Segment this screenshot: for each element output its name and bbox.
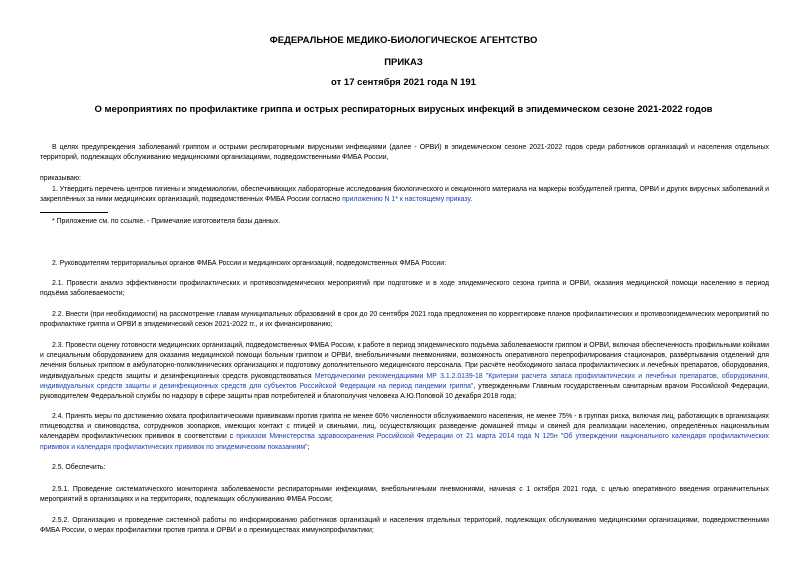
doc-title: О мероприятиях по профилактике гриппа и острых респираторных вирусных инфекций в эпидемическом сезоне 2021-2022 годов bbox=[94, 104, 713, 115]
item-2-4-text: 2.4. Принять меры по достижению охвата профилактическими прививками против гриппа не менее 60% численности обслуживаемого населения, не менее 75% - в группах риска, включая лиц, работающих в организациях птицеводства и свиноводства, сотрудников зоопарков, имеющих контакт с птицей и свиньями, лиц, осуществляющих разведение домашней птицы и свиней для реализации населению, определённых национальным календарём профилактических прививок в соответствии с bbox=[40, 413, 769, 441]
item-2-1-paragraph: 2.1. Провести анализ эффективности профилактических и противоэпидемических мероприятий при подготовке и в ходе эпидемического сезона гриппа и ОРВИ, оказания медицинской помощи населению в период подъёма заболеваемости; bbox=[40, 280, 769, 298]
item-1-end: . bbox=[470, 196, 473, 204]
health-ministry-order-link[interactable]: приказом Министерства здравоохранения Российской Федерации от 21 марта 2014 года N 125н "Об утверждении национального календаря профилактических прививок и календаря профилактических прививок по эпидемическим показаниям" bbox=[40, 433, 769, 451]
doc-type: ПРИКАЗ bbox=[384, 57, 423, 68]
item-2-5-1-paragraph: 2.5.1. Проведение систематического мониторинга заболеваемости респираторными инфекциями, внебольничными пневмониями, начиная с 1 октября 2021 года, с целью оперативного введения ограничительных мероприятий в организациях и на территориях, подлежащих обслуживанию ФМБА России; bbox=[40, 486, 769, 504]
methodical-recommendations-link[interactable]: Методическими рекомендациями МР 3.1.2.0139-18 "Критерии расчета запаса профилактических и лечебных препаратов, оборудования, индивидуальных средств защиты и дезинфекционных средств для субъектов Российской Федерации на период пандемии гриппа" bbox=[40, 372, 769, 390]
item-2-4-end: ; bbox=[307, 443, 310, 451]
doc-date-number: от 17 сентября 2021 года N 191 bbox=[331, 77, 476, 88]
item-2-paragraph: 2. Руководителям территориальных органов ФМБА России и медицинских организаций, подведомственных ФМБА России: bbox=[52, 260, 446, 267]
item-2-5-paragraph: 2.5. Обеспечить: bbox=[52, 464, 106, 471]
item-2-3-text: 2.3. Провести оценку готовности медицинских организаций, подведомственных ФМБА России, к работе в период эпидемического подъёма заболеваемости гриппом и ОРВИ, включая обеспеченность профильными койками и специальным оборудованием для оказания медицинской помощи больным гриппом и ОРВИ, внебольничными пневмониями, возможность оперативного перепрофилирования стационаров, развёртывания отделений для лечения больных гриппом в амбулаторно-поликлинических организациях и подготовку дополнительного медицинского персонала. При расчёте необходимого запаса профилактических и лечебных препаратов, оборудования, индивидуальных средств защиты и дезинфекционных средств руководствоваться bbox=[40, 342, 769, 380]
item-2-3-paragraph bbox=[40, 341, 769, 402]
footnote: * Приложение см. по ссылке. - Примечание изготовителя базы данных. bbox=[52, 218, 281, 225]
item-2-4-paragraph bbox=[40, 412, 769, 453]
order-word: приказываю: bbox=[40, 175, 81, 182]
item-2-3-end: , утвержденными Главным государственным санитарным врачом Российской Федерации, руководителем Федеральной службы по надзору в сфере защиты прав потребителей и благополучия человека А.Ю.Поповой 10 декабря 2018 года; bbox=[40, 382, 770, 401]
item-2-5-2-paragraph: 2.5.2. Организацию и проведение системной работы по информированию работников организаций и населения отдельных территорий, подлежащих обслуживанию медицинскими организациями, подведомственными ФМБА России, о мерах профилактики против гриппа и ОРВИ и о преимуществах иммунопрофилактики; bbox=[40, 517, 769, 535]
appendix-1-link[interactable]: приложению N 1* к настоящему приказу bbox=[342, 196, 471, 204]
intro-paragraph: В целях предупреждения заболеваний гриппом и острыми респираторными вирусными инфекциями (далее - ОРВИ) в эпидемическом сезоне 2021-2022 годов среди работников организаций и населения отдельных территорий, подлежащих обслуживанию медицинскими организациями, подведомственными ФМБА России, bbox=[40, 144, 769, 162]
item-2-2-paragraph: 2.2. Внести (при необходимости) на рассмотрение главам муниципальных образований в срок до 20 сентября 2021 года предложения по корректировке планов профилактических и противоэпидемических мероприятий по профилактике гриппа и ОРВИ в эпидемический сезон 2021-2022 гг., и их финансированию; bbox=[40, 311, 769, 329]
item-1-text: 1. Утвердить перечень центров гигиены и эпидемиологии, обеспечивающих лабораторные исследования биологического и секционного материала на маркеры возбудителей гриппа, ОРВИ и других вирусных заболеваний и закреплённых за ними медицинских организаций, подведомственных ФМБА России согласно bbox=[40, 186, 769, 204]
item-1-paragraph bbox=[40, 185, 769, 205]
footnote-divider bbox=[40, 212, 108, 213]
agency-name: ФЕДЕРАЛЬНОЕ МЕДИКО-БИОЛОГИЧЕСКОЕ АГЕНТСТВО bbox=[269, 35, 538, 46]
